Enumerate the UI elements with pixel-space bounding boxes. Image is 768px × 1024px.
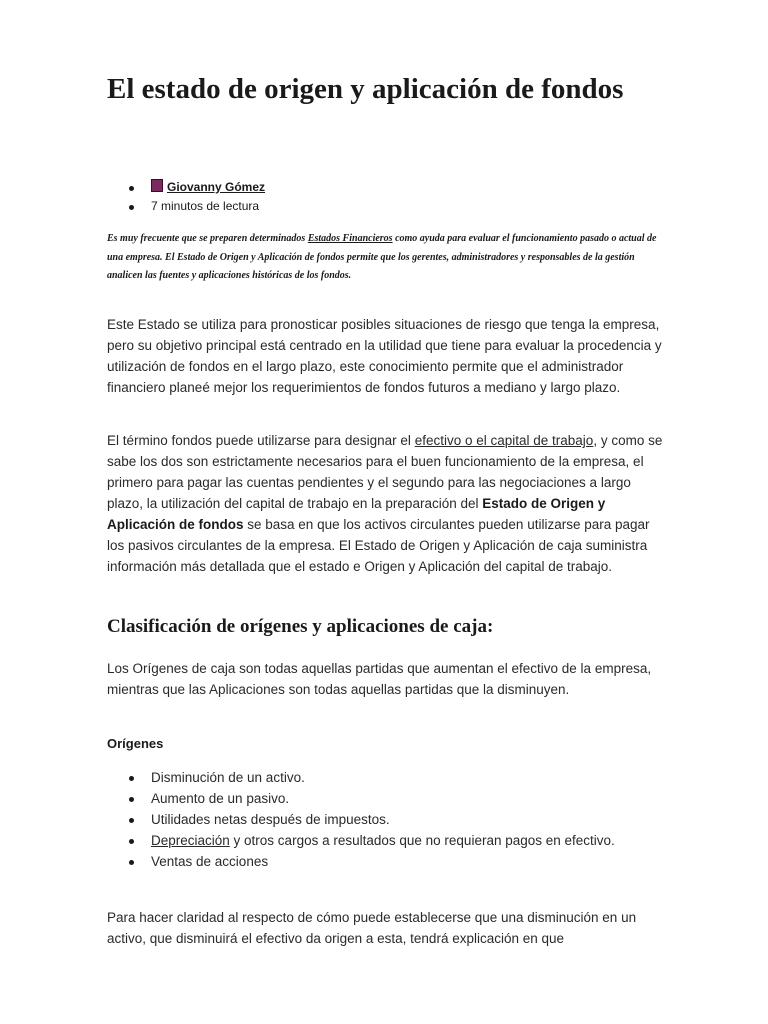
read-time: 7 minutos de lectura (107, 197, 265, 216)
article-title: El estado de origen y aplicación de fondos (107, 73, 624, 105)
list-item: Utilidades netas después de impuestos. (107, 809, 663, 830)
p2-text-start: El término fondos puede utilizarse para designar el (107, 433, 415, 448)
paragraph-2 (107, 430, 663, 577)
article-meta (107, 178, 265, 216)
paragraph-4: Para hacer claridad al respecto de cómo puede establecerse que una disminución en un activo, que disminuirá el efectivo da origen a esta, tendrá explicación en que (107, 910, 637, 946)
paragraph-1: Este Estado se utiliza para pronosticar posibles situaciones de riesgo que tenga la empresa, pero su objetivo principal está centrado en la utilidad que tiene para evaluar la procedencia y utilización de fondos en el largo plazo, este conocimiento permite que el administrador financiero planeé mejor los requerimientos de fondos futuros a mediano y largo plazo. (107, 317, 662, 395)
list-item: Ventas de acciones (107, 851, 663, 872)
author-avatar-icon (151, 179, 163, 192)
author-item (107, 178, 265, 197)
list-item (107, 830, 663, 851)
origins-heading: Orígenes (107, 736, 164, 751)
origins-list (107, 767, 663, 872)
author-link[interactable]: Giovanny Gómez (167, 180, 266, 194)
section-heading: Clasificación de orígenes y aplicaciones de caja: (107, 616, 494, 637)
lead-text-start: Es muy frecuente que se preparen determinados (107, 233, 308, 244)
paragraph-3: Los Orígenes de caja son todas aquellas partidas que aumentan el efectivo de la empresa, mientras que las Aplicaciones son todas aquellas partidas que la disminuyen. (107, 661, 652, 697)
lead-text-end: como ayuda para evaluar el funcionamiento pasado o actual de una empresa. El Estado de Origen y Aplicación de fondos permite que los gerentes, administradores y responsables de la gestión analicen las fuentes y aplicaciones históricas de los fondos. (107, 233, 657, 281)
list-item-text: y otros cargos a resultados que no requieran pagos en efectivo. (229, 833, 615, 848)
list-item: Aumento de un pasivo. (107, 788, 663, 809)
capital-de-trabajo-link[interactable]: efectivo o el capital de trabajo (414, 433, 594, 448)
estados-financieros-link[interactable]: Estados Financieros (307, 233, 393, 244)
p2-text-end: se basa en que los activos circulantes pueden utilizarse para pagar los pasivos circulantes de la empresa. El Estado de Origen y Aplicación de caja suministra información más detallada que el estado e Origen y Aplicación del capital de trabajo. (107, 517, 650, 574)
depreciacion-link[interactable]: Depreciación (151, 833, 230, 848)
p2-text-middle: , y como se sabe los dos son estrictamente necesarios para el buen funcionamiento de la empresa, el primero para pagar las cuentas pendientes y el segundo para las negociaciones a largo plazo, la utilización del capital de trabajo en la preparación del (107, 433, 663, 511)
article-lead (107, 230, 657, 286)
list-item: Disminución de un activo. (107, 767, 663, 788)
p2-bold-term: Estado de Origen y Aplicación de fondos (107, 496, 606, 532)
